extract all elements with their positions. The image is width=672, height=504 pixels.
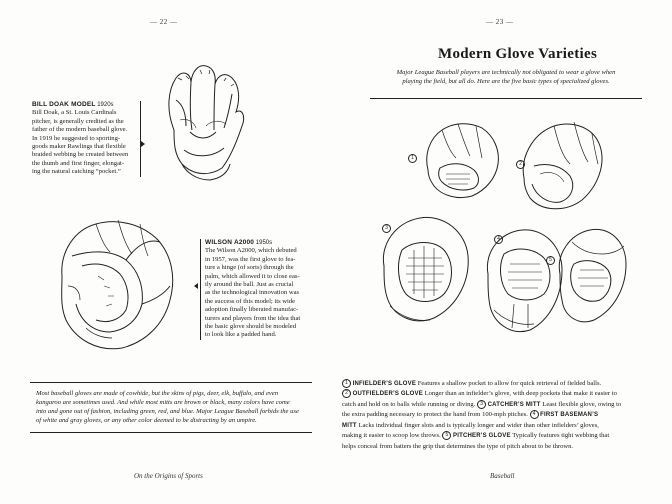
note-bottom-rule [30, 432, 312, 433]
note-line: into and gone out of fashion, including green, red, and blue. Major League Baseball forbids the use [36, 408, 299, 415]
caption-line: ture a hinge (of sorts) through the [205, 264, 294, 272]
caption-line: the thumb and first finger, elongat- [32, 159, 125, 167]
desc-marker-5: 5 [442, 431, 451, 440]
note-line: kangaroo are sometimes used. And while most mitts are brown or black, many colors have come [36, 399, 290, 406]
desc-text: making it easier to scoop low throws. [342, 432, 443, 440]
desc-text: Lacks individual finger slots and is typically longer and wider than other infielders’ gloves, [356, 421, 599, 429]
catchers-mitt-term: CATCHER’S MITT [487, 401, 541, 408]
page-number-left: — 22 — [150, 18, 178, 26]
desc-text: Typically features tight webbing that [510, 432, 610, 440]
desc-marker-4: 4 [530, 410, 539, 419]
caption-line: adoption finally liberated manufac- [205, 306, 299, 314]
pitchers-glove-term: PITCHER’S GLOVE [453, 433, 511, 440]
note-line: of white and gray gloves, or any other color deemed to be distracting by an umpire. [36, 417, 257, 424]
marker-5: 5 [546, 251, 555, 269]
desc-text: helps conceal from batters the grip that determines the type of pitch about to be thrown. [342, 442, 574, 450]
first-basemans-mitt-term: FIRST BASEMAN’S [540, 412, 599, 419]
caption-line: in 1957, was the first glove to fea- [205, 255, 296, 263]
title-rule [370, 98, 642, 99]
glove-descriptions [342, 379, 662, 452]
marker-1: 1 [408, 149, 417, 167]
caption-line: father of the modern baseball glove. [32, 126, 128, 134]
wilson-title: WILSON A2000 [205, 239, 255, 246]
catchers-mitt-illustration [374, 210, 474, 330]
subtitle-line: Major League Baseball players are technically not obligated to wear a glove when [396, 69, 616, 76]
infielders-glove-illustration [420, 118, 504, 202]
desc-text: catch and hold on to balls while running or diving. [342, 400, 477, 408]
subtitle-line: playing the field, but all do. Here are the five basic types of specialized gloves. [402, 78, 610, 85]
caption-line: turers and players from the idea that [205, 314, 301, 322]
page-title: Modern Glove Varieties [438, 46, 598, 62]
marker-3: 3 [382, 219, 391, 237]
bill-doak-caption [32, 101, 141, 177]
caption-line: ily around the ball. Just as crucial [205, 281, 294, 289]
glove-material-note [36, 389, 312, 425]
caption-line: braided webbing be created between [32, 151, 129, 159]
footer-left: On the Origins of Sports [134, 472, 203, 480]
caption-line: The Wilson A2000, which debuted [205, 247, 297, 255]
wilson-a2000-caption [200, 239, 319, 340]
caption-line: ing the natural catching “pocket.” [32, 168, 121, 176]
caption-line: pitcher, is generally credited as the [32, 117, 124, 125]
desc-text: Least flexible glove, owing to [540, 400, 622, 408]
pointer-arrow-right [141, 141, 145, 147]
caption-line: In 1919 he suggested to sporting- [32, 134, 121, 142]
caption-line: the success of this model; its wide [205, 297, 296, 305]
desc-marker-2: 2 [342, 389, 351, 398]
page-subtitle [366, 68, 646, 86]
marker-4: 4 [494, 230, 503, 248]
note-top-rule [30, 382, 312, 383]
caption-line: goods maker Rawlings that flexible [32, 143, 126, 151]
caption-line: Bill Doak, a St. Louis Cardinals [32, 109, 117, 117]
note-line: Most baseball gloves are made of cowhide, but the skins of pigs, deer, elk, buffalo, and even [36, 390, 279, 397]
first-basemans-mitt-term-cont: MITT [342, 422, 357, 429]
desc-text: Longer than an infielder’s glove, with deep pockets that make it easier to [422, 390, 617, 398]
wilson-year: 1950s [255, 240, 273, 246]
outfielders-glove-illustration [512, 118, 608, 218]
footer-right: Baseball [490, 472, 515, 480]
desc-text: the extra padding necessary to protect the hand from 100-mph pitches. [342, 411, 530, 419]
desc-marker-3: 3 [477, 400, 486, 409]
pitchers-glove-illustration [550, 224, 632, 328]
caption-line: the basic glove should be modeled [205, 323, 297, 331]
wilson-a2000-glove-illustration [52, 216, 182, 356]
bill-doak-glove-illustration [160, 60, 248, 188]
page-number-right: — 23 — [486, 18, 514, 26]
caption-line: as the technological innovation was [205, 289, 300, 297]
desc-text: Features a shallow pocket to allow for quick retrieval of fielded balls. [416, 380, 602, 388]
bill-doak-year: 1920s [97, 102, 114, 108]
bill-doak-title: BILL DOAK MODEL [32, 101, 96, 108]
caption-line: palm, which allowed it to close eas- [205, 272, 300, 280]
infielders-glove-term: INFIELDER’S GLOVE [352, 381, 417, 388]
pointer-arrow-left [194, 283, 198, 289]
desc-marker-1: 1 [342, 379, 351, 388]
caption-line: to look like a padded hand. [205, 331, 277, 339]
outfielders-glove-term: OUTFIELDER’S GLOVE [352, 391, 423, 398]
marker-2: 2 [516, 155, 525, 173]
right-page [336, 0, 672, 504]
